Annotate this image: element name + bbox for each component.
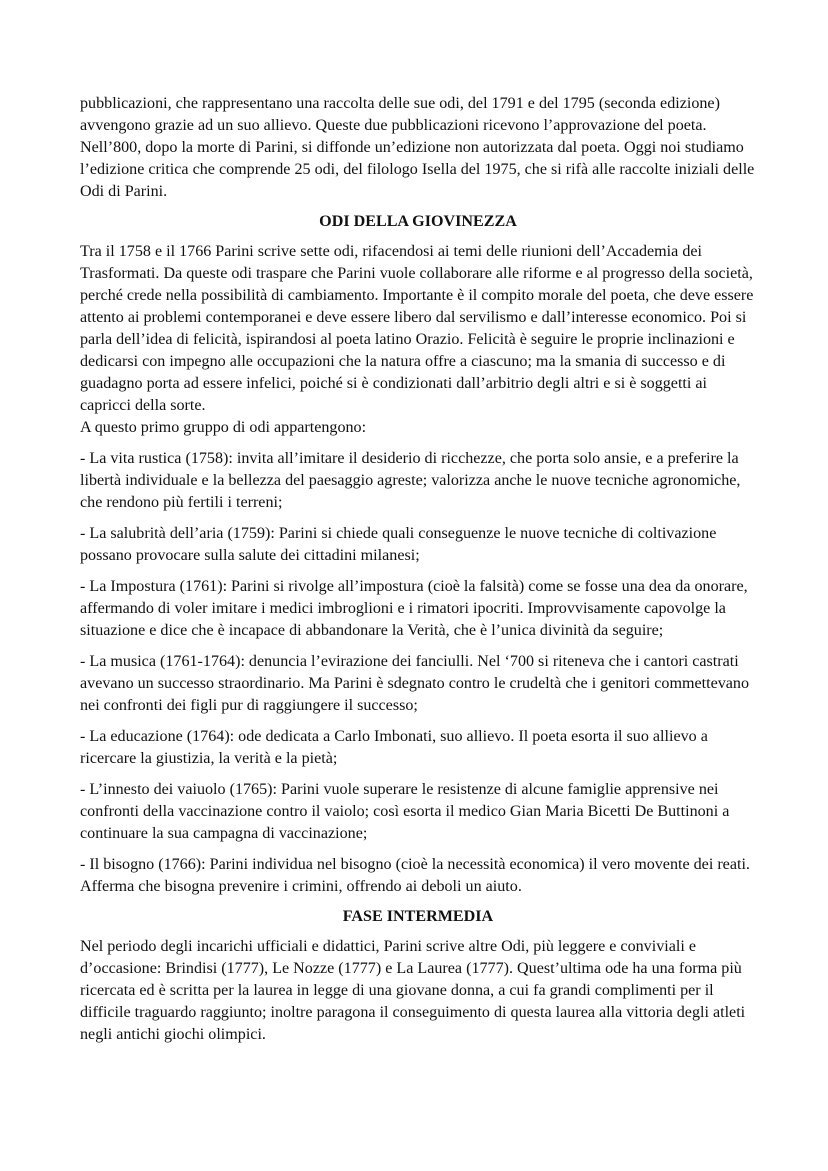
list-item: - La educazione (1764): ode dedicata a Carlo Imbonati, suo allievo. Il poeta esorta il suo allievo a ricercare la giustizia, la verità e la pietà; bbox=[80, 728, 708, 767]
list-item: - La vita rustica (1758): invita all’imitare il desiderio di ricchezze, che porta solo ansie, e a preferire la libertà individuale e la bellezza del paesaggio agreste; valorizza anche le nuove tecniche agronomiche, che rendono più fertili i terreni; bbox=[80, 450, 741, 511]
list-item: - Il bisogno (1766): Parini individua nel bisogno (cioè la necessità economica) il vero movente dei reati. Afferma che bisogna prevenire i crimini, offrendo ai deboli un aiuto. bbox=[80, 856, 750, 895]
list-item: - La salubrità dell’aria (1759): Parini si chiede quali conseguenze le nuove tecniche di coltivazione possano provocare sulla salute dei cittadini milanesi; bbox=[80, 525, 717, 564]
list-item: - L’innesto dei vaiuolo (1765): Parini vuole superare le resistenze di alcune famiglie apprensive nei confronti della vaccinazione contro il vaiolo; così esorta il medico Gian Maria Bicetti De Buttinoni a continuare la sua campagna di vaccinazione; bbox=[80, 781, 730, 842]
section-heading-fase-intermedia: FASE INTERMEDIA bbox=[342, 908, 494, 925]
page-content bbox=[80, 93, 756, 1046]
section-paragraph-odi-giovinezza: Tra il 1758 e il 1766 Parini scrive sette odi, rifacendosi ai temi delle riunioni dell’Accademia dei Trasformati. Da queste odi traspare che Parini vuole collaborare alle riforme e al progresso della società, perché crede nella possibilità di cambiamento. Importante è il compito morale del poeta, che deve essere attento ai problemi contemporanei e deve essere libero dal servilismo e dall’interesse economico. Poi si parla dell’idea di felicità, ispirandosi al poeta latino Orazio. Felicità è seguire le proprie inclinazioni e dedicarsi con impegno alle occupazioni che la natura offre a ciascuno; ma la smania di successo e di guadagno porta ad essere infelici, poiché si è condizionati dall’arbitrio degli altri e si è soggetti ai capricci della sorte. bbox=[80, 243, 754, 414]
section-paragraph-fase-intermedia: Nel periodo degli incarichi ufficiali e didattici, Parini scrive altre Odi, più leggere e conviviali e d’occasione: Brindisi (1777), Le Nozze (1777) e La Laurea (1777). Quest’ultima ode ha una forma più ricercata ed è scritta per la laurea in legge di una giovane donna, a cui fa grandi complimenti per il difficile traguardo raggiunto; inoltre paragona il conseguimento di questa laurea alla vittoria degli atleti negli antichi giochi olimpici. bbox=[80, 938, 746, 1043]
section-heading-odi-giovinezza: ODI DELLA GIOVINEZZA bbox=[319, 213, 517, 230]
list-item: - La Impostura (1761): Parini si rivolge all’impostura (cioè la falsità) come se fosse una dea da onorare, affermando di voler imitare i medici imbroglioni e i rimatori ipocriti. Improvvisamente capovolge la situazione e dice che è incapace di abbandonare la Verità, che è l’unica divinità da seguire; bbox=[80, 578, 748, 639]
list-intro: A questo primo gruppo di odi appartengono: bbox=[80, 419, 367, 436]
intro-paragraph: pubblicazioni, che rappresentano una raccolta delle sue odi, del 1791 e del 1795 (seconda edizione) avvengono grazie ad un suo allievo. Queste due pubblicazioni ricevono l’approvazione del poeta. Nell’800, dopo la morte di Parini, si diffonde un’edizione non autorizzata dal poeta. Oggi noi studiamo l’edizione critica che comprende 25 odi, del filologo Isella del 1975, che si rifà alle raccolte iniziali delle Odi di Parini. bbox=[80, 95, 755, 200]
list-item: - La musica (1761-1764): denuncia l’evirazione dei fanciulli. Nel ‘700 si riteneva che i cantori castrati avevano un successo straordinario. Ma Parini è sdegnato contro le crudeltà che i genitori commettevano nei confronti dei figli pur di raggiungere il successo; bbox=[80, 653, 750, 714]
